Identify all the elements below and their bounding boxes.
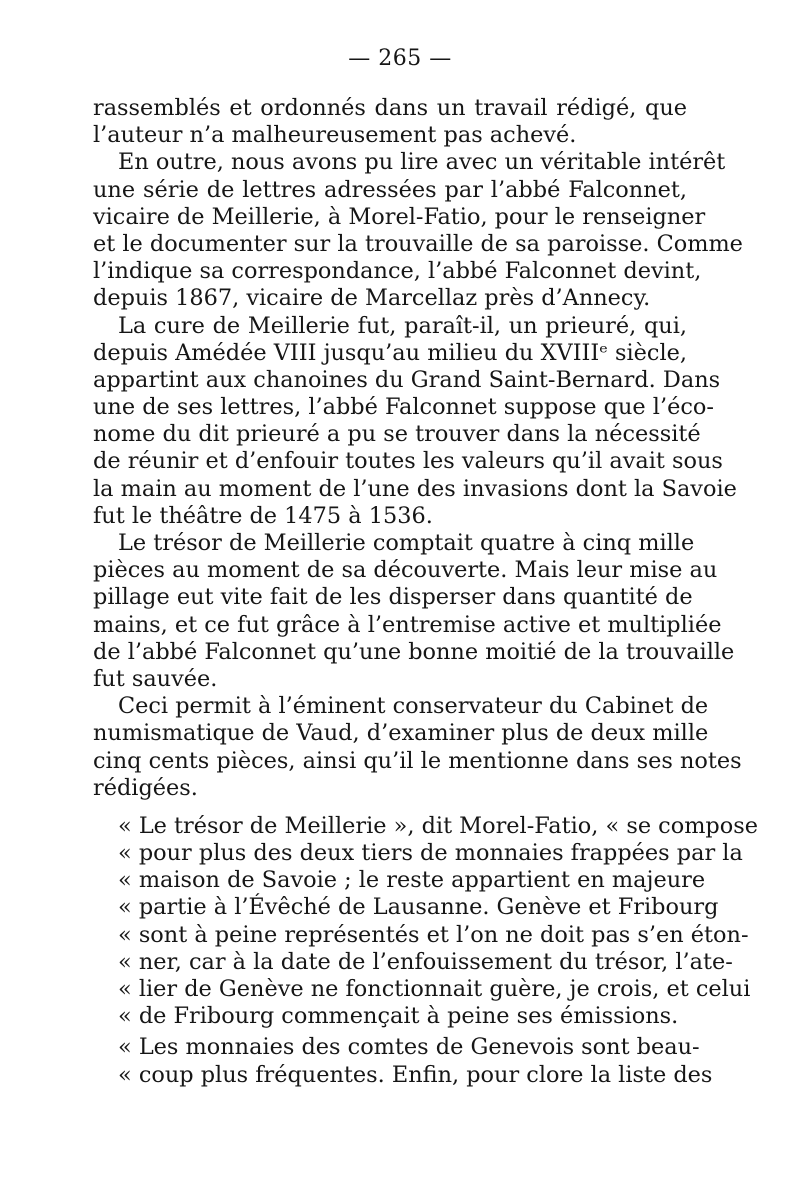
- text-line: de l’abbé Falconnet qu’une bonne moitié de la trouvaille: [93, 638, 735, 665]
- text-line: « lier de Genève ne fonctionnait guère, je crois, et celui: [118, 976, 751, 1002]
- page-number: — 265 —: [348, 46, 452, 71]
- text-line: « coup plus fréquentes. Enfin, pour clore la liste des: [118, 1061, 713, 1088]
- text-line: mains, et ce fut grâce à l’entremise active et multipliée: [93, 611, 722, 638]
- text-line: « Le trésor de Meillerie », dit Morel-Fatio, « se compose: [118, 812, 758, 839]
- text-line: une de ses lettres, l’abbé Falconnet suppose que l’éco-: [93, 394, 714, 421]
- text-line: de réunir et d’enfouir toutes les valeurs qu’il avait sous: [93, 448, 723, 475]
- text-line: « partie à l’Évêché de Lausanne. Genève et Fribourg: [118, 894, 719, 921]
- text-line: pillage eut vite fait de les disperser dans quantité de: [93, 584, 693, 611]
- text-line: l’indique sa correspondance, l’abbé Falconnet devint,: [93, 258, 702, 285]
- text-line: La cure de Meillerie fut, paraît-il, un prieuré, qui,: [118, 312, 687, 339]
- text-line: une série de lettres adressées par l’abbé Falconnet,: [93, 176, 687, 203]
- text-line: numismatique de Vaud, d’examiner plus de deux mille: [93, 720, 709, 747]
- text-line: « maison de Savoie ; le reste appartient en majeure: [118, 867, 706, 894]
- text-line: depuis Amédée VIII jusqu’au milieu du XVIIIᵉ siècle,: [93, 339, 687, 366]
- text-line: depuis 1867, vicaire de Marcellaz près d’Annecy.: [93, 285, 651, 312]
- text-line: rassemblés et ordonnés dans un travail rédigé, que: [93, 95, 687, 121]
- text-line: rédigées.: [93, 774, 198, 801]
- text-line: « ner, car à la date de l’enfouissement du trésor, l’ate-: [118, 948, 733, 975]
- text-line: appartint aux chanoines du Grand Saint-Bernard. Dans: [93, 366, 721, 393]
- text-line: nome du dit prieuré a pu se trouver dans la nécessité: [93, 421, 701, 448]
- text-line: « pour plus des deux tiers de monnaies frappées par la: [118, 840, 743, 867]
- text-line: « de Fribourg commençait à peine ses émissions.: [118, 1003, 679, 1030]
- text-line: « Les monnaies des comtes de Genevois sont beau-: [118, 1034, 700, 1061]
- body-text: [93, 95, 758, 1089]
- text-line: « sont à peine représentés et l’on ne doit pas s’en éton-: [118, 921, 749, 948]
- text-line: En outre, nous avons pu lire avec un véritable intérêt: [118, 149, 726, 176]
- text-line: vicaire de Meillerie, à Morel-Fatio, pour le renseigner: [93, 203, 706, 230]
- text-line: Le trésor de Meillerie comptait quatre à cinq mille: [118, 530, 695, 556]
- text-line: fut le théâtre de 1475 à 1536.: [93, 502, 433, 529]
- text-line: l’auteur n’a malheureusement pas achevé.: [93, 122, 577, 149]
- paragraph-gap: [93, 802, 687, 813]
- text-line: cinq cents pièces, ainsi qu’il le mentionne dans ses notes: [93, 747, 742, 774]
- text-line: fut sauvée.: [93, 665, 218, 692]
- text-line: la main au moment de l’une des invasions dont la Savoie: [93, 475, 737, 502]
- text-line: et le documenter sur la trouvaille de sa paroisse. Comme: [93, 230, 743, 257]
- text-line: Ceci permit à l’éminent conservateur du Cabinet de: [118, 693, 709, 720]
- text-line: pièces au moment de sa découverte. Mais leur mise au: [93, 557, 718, 584]
